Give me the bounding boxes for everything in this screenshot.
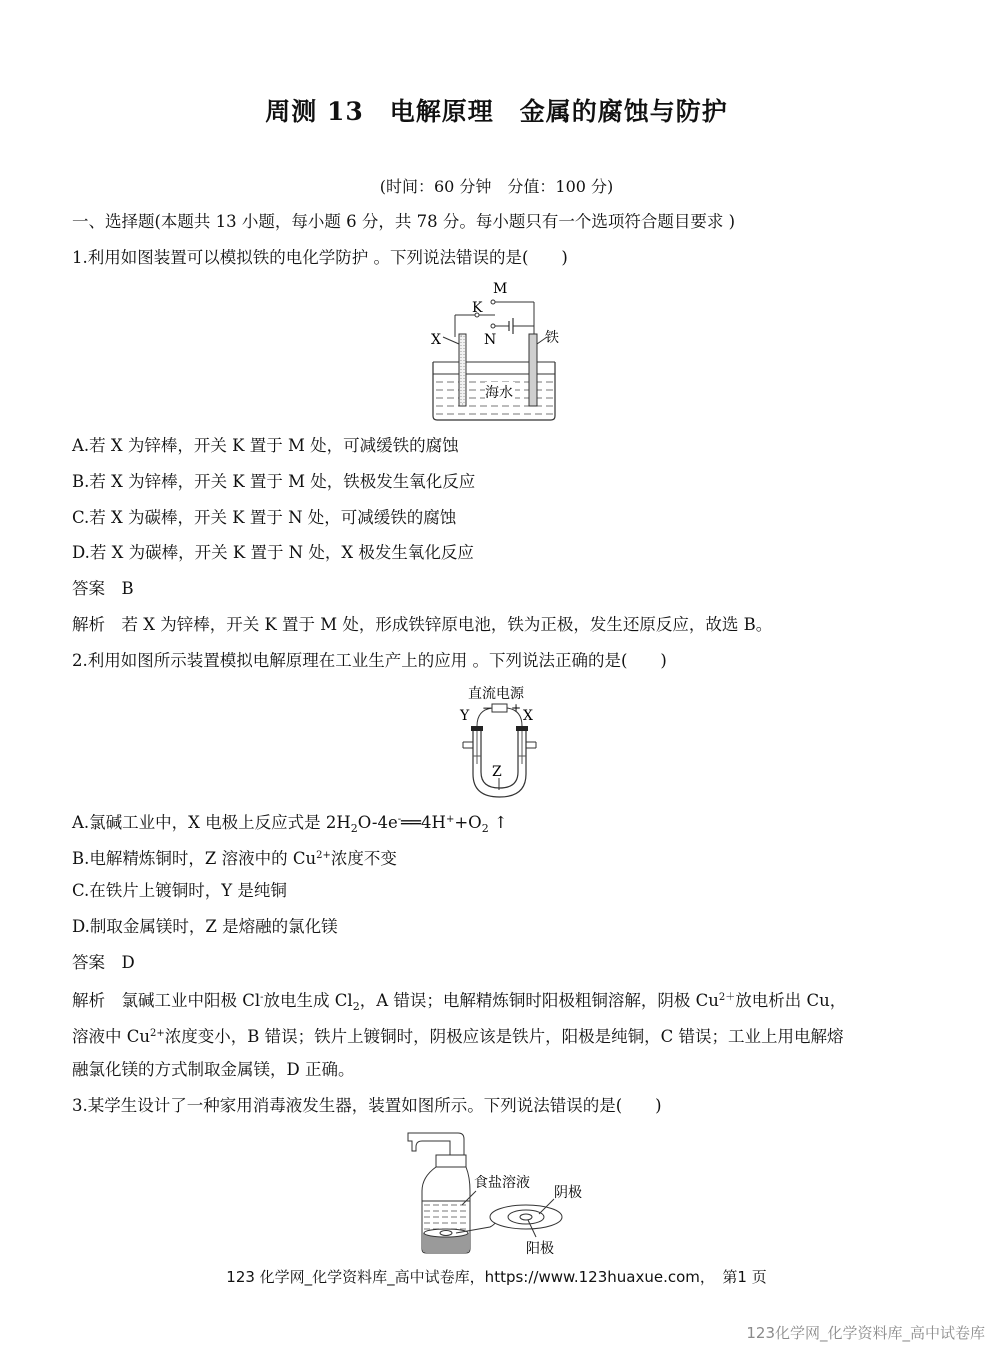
label-anode: 阳极 (526, 1241, 554, 1257)
question-3-stem: 3.某学生设计了一种家用消毒液发生器，装置如图所示。下列说法错误的是( ) (72, 1096, 662, 1115)
question-2-option-a: A.氯碱工业中，X 电极上反应式是 $2H_2O-4e^-══4H^++O_2$ ↑ (72, 813, 508, 835)
label-cathode: 阴极 (554, 1185, 582, 1201)
label-X: X (523, 708, 533, 724)
question-2-analysis-line-2: 溶液中 $Cu^{2+}$浓度变小，B 错误；铁片上镀铜时，阴极应该是铁片，阳极是纯铜，C 错误；工业上用电解熔 (72, 1027, 844, 1046)
question-2-analysis-line-3: 融氯化镁的方式制取金属镁，D 正确。 (72, 1060, 355, 1079)
label-X: X (431, 332, 441, 348)
label-Z: Z (492, 764, 502, 780)
question-1-option-c: C.若 X 为碳棒，开关 K 置于 N 处，可减缓铁的腐蚀 (72, 508, 457, 527)
question-2-option-d: D.制取金属镁时，Z 是熔融的氯化镁 (72, 917, 338, 936)
label-solution: 食盐溶液 (474, 1175, 530, 1191)
question-3-figure (402, 1127, 602, 1266)
label-K: K (472, 300, 483, 316)
label-N: N (484, 332, 497, 348)
question-2-stem: 2.利用如图所示装置模拟电解原理在工业生产上的应用 。下列说法正确的是( ) (72, 651, 667, 670)
question-1-figure (425, 282, 575, 428)
page-footer: 123 化学网_化学资料库_高中试卷库，https://www.123huaxue.com， 第1 页 (226, 1268, 767, 1286)
label-seawater: 海水 (485, 385, 513, 401)
page-title: 周测 13 电解原理 金属的腐蚀与防护 (265, 97, 728, 126)
question-1-option-a: A.若 X 为锌棒，开关 K 置于 M 处，可减缓铁的腐蚀 (72, 436, 459, 455)
question-1-option-b: B.若 X 为锌棒，开关 K 置于 M 处，铁极发生氧化反应 (72, 472, 476, 491)
watermark: 123化学网_化学资料库_高中试卷库 (746, 1324, 985, 1342)
section-heading: 一、选择题(本题共 13 小题，每小题 6 分，共 78 分。每小题只有一个选项符合题目要求 ) (72, 212, 736, 231)
question-2-answer: 答案 D (72, 953, 135, 972)
label-minus: − (482, 701, 493, 715)
label-M: M (493, 282, 508, 297)
question-2-option-b: B.电解精炼铜时，Z 溶液中的 $Cu^{2+}$浓度不变 (72, 849, 397, 868)
question-1-option-d: D.若 X 为碳棒，开关 K 置于 N 处，X 极发生氧化反应 (72, 543, 474, 562)
question-2-analysis-line-1: 解析 氯碱工业中阳极 Cl-放电生成 $Cl_2$，A 错误；电解精炼铜时阳极粗铜溶解，阴极 $Cu^{2+}$放电析出 Cu， (72, 991, 847, 1013)
question-2-option-c: C.在铁片上镀铜时，Y 是纯铜 (72, 881, 287, 900)
label-iron: 铁 (545, 330, 559, 346)
label-power: 直流电源 (468, 686, 524, 702)
label-plus: + (511, 701, 522, 715)
exam-info: (时间：60 分钟 分值：100 分) (379, 177, 614, 196)
question-1-stem: 1.利用如图装置可以模拟铁的电化学防护 。下列说法错误的是( ) (72, 248, 568, 267)
question-1-answer: 答案 B (72, 579, 134, 598)
label-Y: Y (460, 708, 470, 724)
question-2-figure (455, 682, 545, 806)
question-1-analysis: 解析 若 X 为锌棒，开关 K 置于 M 处，形成铁锌原电池，铁为正极，发生还原反应，故选 B。 (72, 615, 773, 634)
